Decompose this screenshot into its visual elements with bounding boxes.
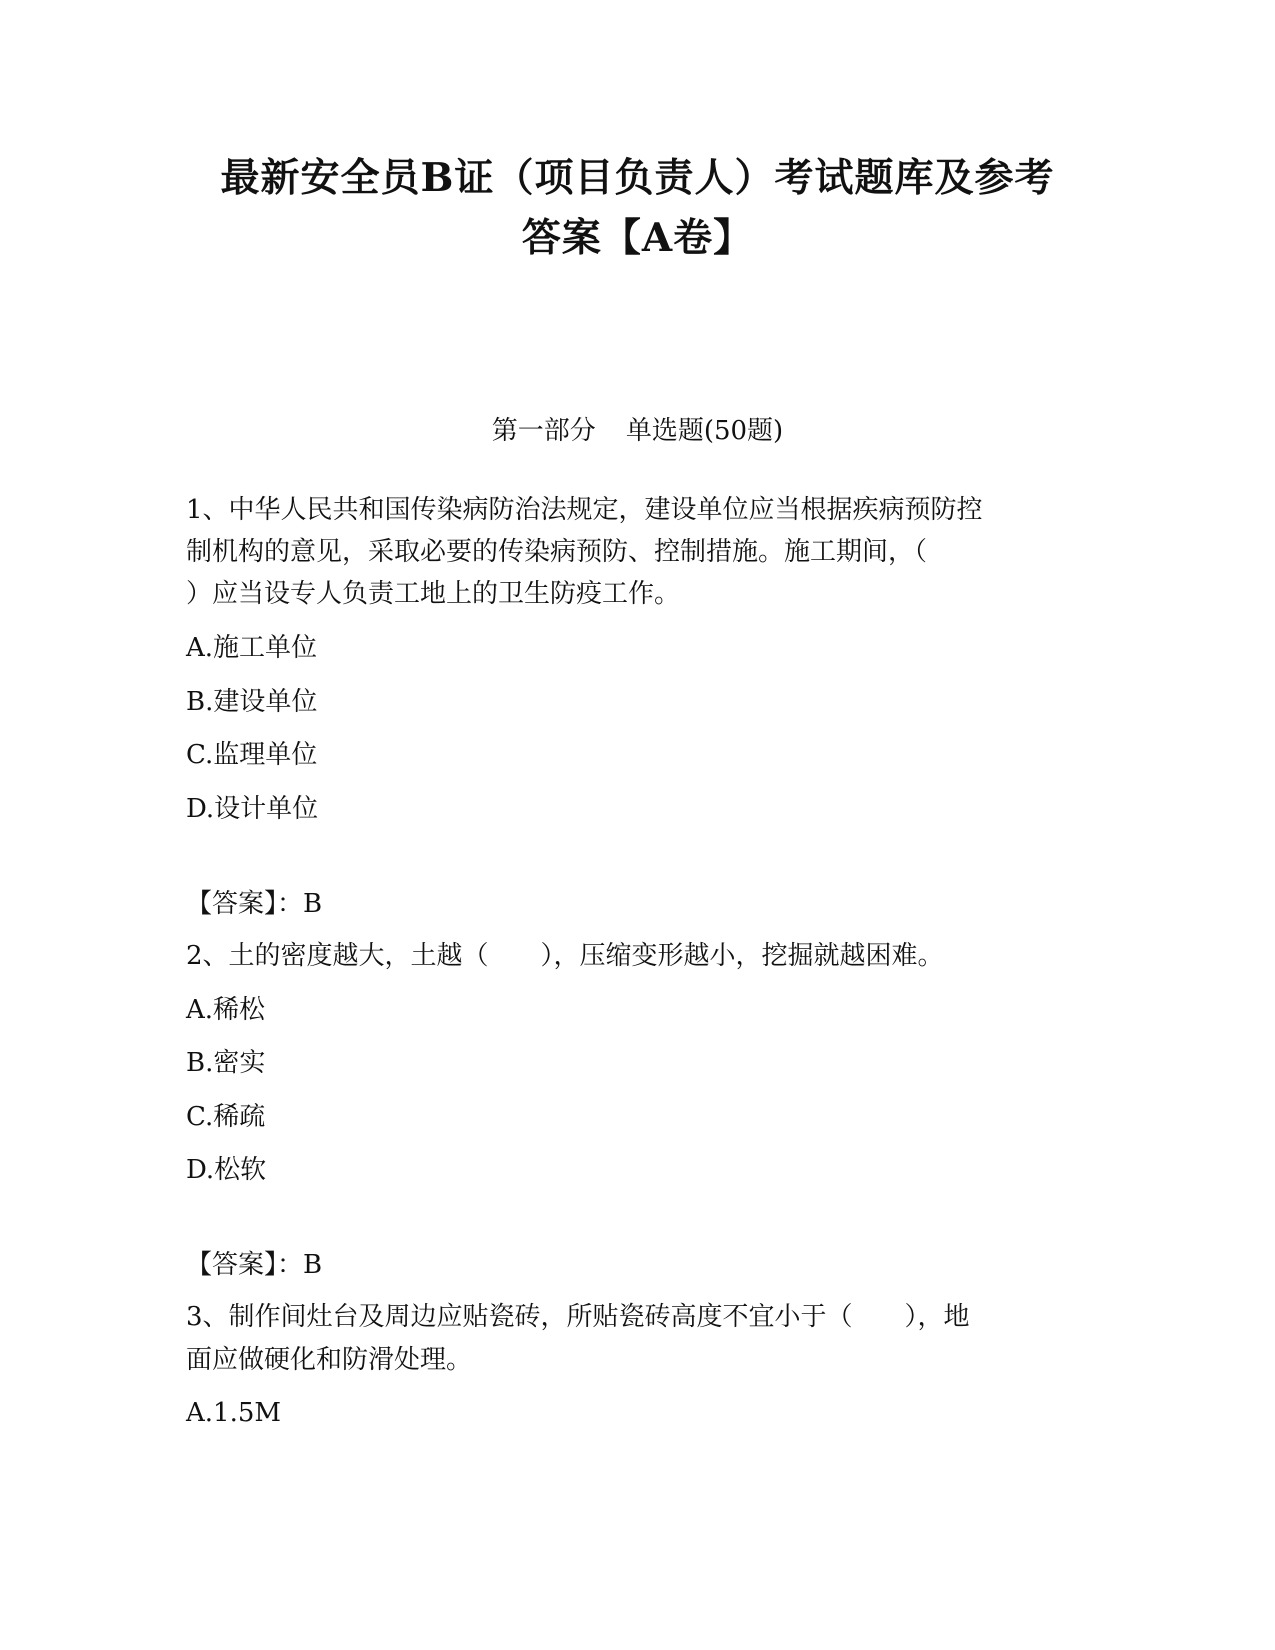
question-1-stem-line-3: ）应当设专人负责工地上的卫生防疫工作。: [186, 579, 681, 609]
question-2-option-d: D.松软: [186, 1155, 267, 1185]
question-2-option-a: A.稀松: [186, 995, 266, 1025]
question-1-option-d: D.设计单位: [186, 794, 319, 824]
document-title-line-2: 答案【A卷】: [521, 215, 754, 261]
question-3-option-a: A.1.5M: [186, 1398, 282, 1428]
question-2-answer: 【答案】：B: [186, 1250, 323, 1280]
question-1-stem-line-2: 制机构的意见，采取必要的传染病预防、控制措施。施工期间，（: [186, 537, 928, 567]
section-part: 第一部分: [491, 416, 596, 446]
question-3-stem-line-1: 3、制作间灶台及周边应贴瓷砖，所贴瓷砖高度不宜小于（ ），地: [186, 1302, 970, 1332]
question-1-option-a: A.施工单位: [186, 633, 318, 663]
section-heading: [150, 414, 1125, 448]
question-1-stem-line-1: 1、中华人民共和国传染病防治法规定，建设单位应当根据疾病预防控: [186, 495, 983, 525]
question-2-option-c: C.稀疏: [186, 1102, 266, 1132]
document-title-line-1: 最新安全员B证（项目负责人）考试题库及参考: [220, 155, 1055, 201]
question-1-answer: 【答案】：B: [186, 889, 323, 919]
question-2-stem-line-1: 2、土的密度越大，土越（ ），压缩变形越小，挖掘就越困难。: [186, 941, 944, 971]
section-type: 单选题(50题): [625, 416, 784, 446]
question-1-option-b: B.建设单位: [186, 687, 318, 717]
question-1-option-c: C.监理单位: [186, 740, 318, 770]
question-3-stem-line-2: 面应做硬化和防滑处理。: [186, 1345, 473, 1375]
question-2-option-b: B.密实: [186, 1048, 266, 1078]
